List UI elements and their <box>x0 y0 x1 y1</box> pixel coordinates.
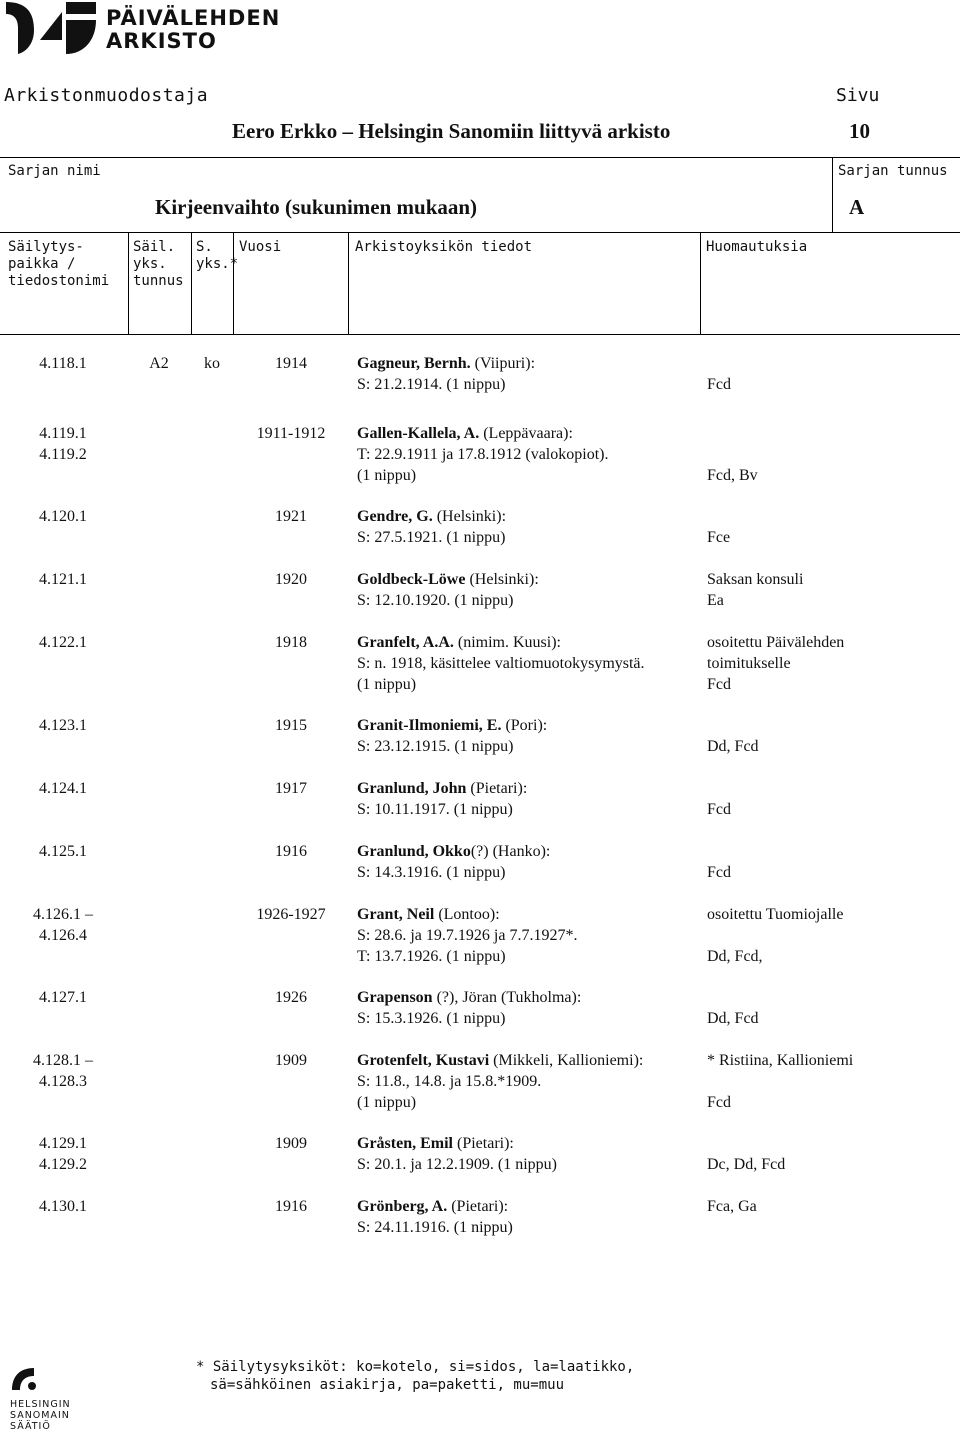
unit-cell <box>130 715 188 736</box>
note-line: Dc, Dd, Fcd <box>707 1156 786 1173</box>
logo-text-line1: PÄIVÄLEHDEN <box>106 6 281 30</box>
note-line: Dd, Fcd <box>707 738 759 755</box>
note-line <box>707 444 758 465</box>
detail-line: S: 12.10.1920. (1 nippu) <box>357 592 514 609</box>
unit-cell <box>130 423 188 444</box>
notes-cell <box>707 1050 853 1113</box>
year-value: 1909 <box>275 1052 307 1069</box>
year-cell <box>235 632 347 653</box>
unit-cell <box>130 987 188 1008</box>
type-cell <box>193 715 231 736</box>
place-code: 4.123.1 <box>39 717 87 734</box>
place-cell <box>4 632 122 653</box>
details-cell <box>357 1196 513 1238</box>
details-cell <box>357 353 535 395</box>
note-line: Fcd, Bv <box>707 467 758 484</box>
year-cell <box>235 423 347 444</box>
correspondent-place: (Pietari): <box>466 780 528 797</box>
correspondent-line <box>357 841 550 862</box>
unit-type <box>193 506 231 527</box>
unit-cell <box>130 569 188 590</box>
column-header-type-line: S. <box>196 239 213 255</box>
column-header-unit-line: Säil. <box>133 239 176 255</box>
series-name-label: Sarjan nimi <box>8 163 101 179</box>
unit-code <box>130 715 188 736</box>
note-line: Fcd <box>707 1094 731 1111</box>
series-name: Kirjeenvaihto (sukunimen mukaan) <box>155 195 478 219</box>
year-value: 1920 <box>275 571 307 588</box>
note-line: Fcd <box>707 801 731 818</box>
notes-cell <box>707 569 803 611</box>
correspondent-place: (Pietari): <box>453 1135 514 1152</box>
place-code: 4.120.1 <box>39 508 87 525</box>
note-line <box>707 1133 785 1154</box>
year-cell <box>235 1050 347 1071</box>
correspondent-name: Gendre, G. <box>357 508 433 525</box>
year-cell <box>235 904 347 925</box>
correspondent-line <box>357 506 506 527</box>
type-cell <box>193 987 231 1008</box>
page-number: 10 <box>849 119 870 143</box>
note-line <box>707 715 759 736</box>
correspondent-place: (Helsinki): <box>465 571 539 588</box>
note-line: osoitettu Tuomiojalle <box>707 906 844 923</box>
column-header-place-line: paikka / <box>8 256 76 272</box>
detail-line: S: 27.5.1921. (1 nippu) <box>357 529 506 546</box>
year-cell <box>235 506 347 527</box>
notes-cell <box>707 904 843 967</box>
place-code: 4.128.3 <box>39 1073 87 1090</box>
year-cell <box>235 841 347 862</box>
unit-type <box>193 632 231 653</box>
correspondent-place: (Viipuri): <box>470 355 536 372</box>
correspondent-line <box>357 778 527 799</box>
footer-note-line2: sä=sähköinen asiakirja, pa=paketti, mu=muu <box>210 1377 565 1393</box>
note-line <box>707 1071 853 1092</box>
type-cell <box>193 1133 231 1154</box>
year-value: 1915 <box>275 717 307 734</box>
year-value: 1909 <box>275 1135 307 1152</box>
detail-line: T: 22.9.1911 ja 17.8.1912 (valokopiot). <box>357 446 609 463</box>
notes-cell <box>707 423 758 486</box>
details-cell <box>357 632 645 695</box>
detail-line: S: n. 1918, käsittelee valtiomuotokysymystä. <box>357 655 645 672</box>
place-code: 4.126.4 <box>39 927 87 944</box>
unit-code <box>130 506 188 527</box>
note-line <box>707 841 731 862</box>
unit-cell <box>130 353 188 374</box>
type-cell <box>193 778 231 799</box>
footer-logo <box>6 1366 166 1442</box>
column-header-unit-line: yks. <box>133 256 167 272</box>
correspondent-line <box>357 632 645 653</box>
unit-cell <box>130 1196 188 1217</box>
place-code: 4.128.1 – <box>33 1052 93 1069</box>
correspondent-line <box>357 715 547 736</box>
column-header-place-line: Säilytys- <box>8 239 84 255</box>
note-line: Dd, Fcd, <box>707 948 763 965</box>
detail-line: S: 11.8., 14.8. ja 15.8.*1909. <box>357 1073 542 1090</box>
unit-type <box>193 904 231 925</box>
note-line: Fca, Ga <box>707 1198 757 1215</box>
details-cell <box>357 778 527 820</box>
unit-cell <box>130 904 188 925</box>
detail-line: S: 20.1. ja 12.2.1909. (1 nippu) <box>357 1156 557 1173</box>
year-cell <box>235 569 347 590</box>
year-cell <box>235 778 347 799</box>
unit-code <box>130 987 188 1008</box>
details-cell <box>357 1133 557 1175</box>
place-cell <box>4 506 122 527</box>
note-line: Dd, Fcd <box>707 1010 759 1027</box>
unit-code <box>130 423 188 444</box>
correspondent-name: Goldbeck-Löwe <box>357 571 466 588</box>
unit-code: A2 <box>149 355 169 372</box>
detail-line: S: 10.11.1917. (1 nippu) <box>357 801 513 818</box>
correspondent-name: Grapenson <box>357 989 433 1006</box>
footer-logo-line: SÄÄTIÖ <box>10 1421 51 1432</box>
correspondent-name: Gagneur, Bernh. <box>357 355 471 372</box>
unit-type <box>193 778 231 799</box>
type-cell <box>193 632 231 653</box>
details-cell <box>357 569 539 611</box>
correspondent-line <box>357 1133 557 1154</box>
unit-code <box>130 778 188 799</box>
correspondent-name: Gråsten, Emil <box>357 1135 453 1152</box>
place-code: 4.130.1 <box>39 1198 87 1215</box>
place-code: 4.129.1 <box>39 1135 87 1152</box>
details-cell <box>357 423 608 486</box>
place-cell <box>4 841 122 862</box>
notes-cell <box>707 1196 757 1217</box>
place-code: 4.119.2 <box>39 446 87 463</box>
correspondent-place: (?) (Hanko): <box>470 843 551 860</box>
details-cell <box>357 1050 643 1113</box>
unit-code <box>130 841 188 862</box>
year-value: 1917 <box>275 780 307 797</box>
details-cell <box>357 904 577 967</box>
unit-cell <box>130 506 188 527</box>
correspondent-name: Gallen-Kallela, A. <box>357 425 480 442</box>
series-code-label: Sarjan tunnus <box>838 163 948 179</box>
year-cell <box>235 1133 347 1154</box>
place-cell <box>4 987 122 1008</box>
year-cell <box>235 353 347 374</box>
type-cell <box>193 506 231 527</box>
logo-text-line2: ARKISTO <box>106 29 217 53</box>
detail-line: S: 14.3.1916. (1 nippu) <box>357 864 506 881</box>
year-cell <box>235 715 347 736</box>
notes-cell <box>707 632 844 695</box>
unit-cell <box>130 1050 188 1071</box>
unit-code <box>130 1133 188 1154</box>
place-code: 4.122.1 <box>39 634 87 651</box>
foundation-logo-icon <box>10 1366 40 1392</box>
correspondent-place: (Leppävaara): <box>479 425 573 442</box>
year-value: 1918 <box>275 634 307 651</box>
footer-note-line1: * Säilytysyksiköt: ko=kotelo, si=sidos, la=laatikko, <box>196 1359 635 1375</box>
unit-code <box>130 1196 188 1217</box>
details-cell <box>357 506 506 548</box>
type-cell <box>193 423 231 444</box>
place-code: 4.121.1 <box>39 571 87 588</box>
detail-line: S: 23.12.1915. (1 nippu) <box>357 738 514 755</box>
place-cell <box>4 1196 122 1217</box>
detail-line: S: 28.6. ja 19.7.1926 ja 7.7.1927*. <box>357 927 578 944</box>
year-value: 1921 <box>275 508 307 525</box>
unit-type <box>193 715 231 736</box>
place-code: 4.119.1 <box>39 425 87 442</box>
notes-cell <box>707 778 731 820</box>
detail-line: (1 nippu) <box>357 676 417 693</box>
correspondent-place: (Lontoo): <box>434 906 500 923</box>
correspondent-name: Granit-Ilmoniemi, E. <box>357 717 502 734</box>
unit-type <box>193 423 231 444</box>
place-cell <box>4 715 122 736</box>
correspondent-name: Granlund, John <box>357 780 467 797</box>
place-cell <box>4 904 122 946</box>
place-cell <box>4 1050 122 1092</box>
note-line <box>707 506 730 527</box>
page-label: Sivu <box>836 85 880 106</box>
note-line: osoitettu Päivälehden <box>707 634 845 651</box>
correspondent-place: (Pori): <box>501 717 548 734</box>
type-cell <box>193 353 231 374</box>
note-line: Ea <box>707 592 724 609</box>
footer-logo-line: HELSINGIN <box>10 1399 71 1410</box>
unit-cell <box>130 778 188 799</box>
correspondent-name: Grönberg, A. <box>357 1198 448 1215</box>
note-line: Fcd <box>707 864 731 881</box>
correspondent-name: Granfelt, A.A. <box>357 634 454 651</box>
year-value: 1911-1912 <box>256 425 326 442</box>
note-line <box>707 353 731 374</box>
year-cell <box>235 1196 347 1217</box>
place-code: 4.125.1 <box>39 843 87 860</box>
place-code: 4.129.2 <box>39 1156 87 1173</box>
type-cell <box>193 569 231 590</box>
detail-line: S: 15.3.1926. (1 nippu) <box>357 1010 506 1027</box>
type-cell <box>193 904 231 925</box>
archive-title: Eero Erkko – Helsingin Sanomiin liittyvä arkisto <box>232 119 671 143</box>
note-line <box>707 778 731 799</box>
unit-type <box>193 841 231 862</box>
correspondent-name: Grant, Neil <box>357 906 435 923</box>
note-line <box>707 925 843 946</box>
detail-line: T: 13.7.1926. (1 nippu) <box>357 948 506 965</box>
notes-cell <box>707 1133 785 1175</box>
place-code: 4.118.1 <box>39 355 87 372</box>
detail-line: (1 nippu) <box>357 1094 417 1111</box>
unit-code <box>130 904 188 925</box>
note-line <box>707 423 758 444</box>
column-header-type-line: yks.* <box>196 256 239 272</box>
footer-logo-line: SANOMAIN <box>10 1410 70 1421</box>
correspondent-line <box>357 353 535 374</box>
column-header-unit-line: tunnus <box>133 273 184 289</box>
column-header-details: Arkistoyksikön tiedot <box>355 239 533 255</box>
notes-cell <box>707 715 759 757</box>
note-line: toimitukselle <box>707 655 791 672</box>
notes-cell <box>707 841 731 883</box>
details-cell <box>357 715 547 757</box>
detail-line: S: 21.2.1914. (1 nippu) <box>357 376 506 393</box>
type-cell <box>193 1196 231 1217</box>
correspondent-line <box>357 904 577 925</box>
correspondent-line <box>357 987 581 1008</box>
note-line <box>707 987 759 1008</box>
year-value: 1926-1927 <box>256 906 326 923</box>
unit-code <box>130 569 188 590</box>
place-cell <box>4 423 122 465</box>
unit-type: ko <box>204 355 220 372</box>
column-header-year: Vuosi <box>239 239 282 255</box>
details-cell <box>357 841 550 883</box>
unit-type <box>193 987 231 1008</box>
place-cell <box>4 778 122 799</box>
correspondent-place: (Mikkeli, Kallioniemi): <box>489 1052 644 1069</box>
place-cell <box>4 1133 122 1175</box>
correspondent-name: Granlund, Okko <box>357 843 471 860</box>
unit-type <box>193 1133 231 1154</box>
notes-cell <box>707 353 731 395</box>
details-cell <box>357 987 581 1029</box>
correspondent-line <box>357 423 608 444</box>
unit-type <box>193 569 231 590</box>
unit-code <box>130 1050 188 1071</box>
unit-cell <box>130 1133 188 1154</box>
unit-type <box>193 1050 231 1071</box>
note-line: Saksan konsuli <box>707 571 804 588</box>
detail-line: S: 24.11.1916. (1 nippu) <box>357 1219 513 1236</box>
correspondent-line <box>357 1196 513 1217</box>
type-cell <box>193 841 231 862</box>
place-code: 4.126.1 – <box>33 906 93 923</box>
year-value: 1914 <box>275 355 307 372</box>
series-code: A <box>849 195 865 219</box>
correspondent-name: Grotenfelt, Kustavi <box>357 1052 490 1069</box>
type-cell <box>193 1050 231 1071</box>
place-cell <box>4 569 122 590</box>
year-value: 1926 <box>275 989 307 1006</box>
notes-cell <box>707 987 759 1029</box>
place-code: 4.127.1 <box>39 989 87 1006</box>
detail-line: (1 nippu) <box>357 467 417 484</box>
note-line: * Ristiina, Kallioniemi <box>707 1052 854 1069</box>
correspondent-place: (Helsinki): <box>432 508 507 525</box>
correspondent-place: (?), Jöran (Tukholma): <box>432 989 582 1006</box>
column-header-place-line: tiedostonimi <box>8 273 110 289</box>
correspondent-place: (nimim. Kuusi): <box>453 634 561 651</box>
unit-cell <box>130 841 188 862</box>
correspondent-line <box>357 569 539 590</box>
correspondent-line <box>357 1050 643 1071</box>
column-header-notes: Huomautuksia <box>706 239 808 255</box>
note-line: Fce <box>707 529 731 546</box>
place-code: 4.124.1 <box>39 780 87 797</box>
notes-cell <box>707 506 730 548</box>
year-value: 1916 <box>275 843 307 860</box>
archive-creator-label: Arkistonmuodostaja <box>4 85 209 106</box>
unit-cell <box>130 632 188 653</box>
note-line: Fcd <box>707 676 731 693</box>
place-cell <box>4 353 122 374</box>
unit-code <box>130 632 188 653</box>
year-cell <box>235 987 347 1008</box>
year-value: 1916 <box>275 1198 307 1215</box>
note-line: Fcd <box>707 376 731 393</box>
correspondent-place: (Pietari): <box>447 1198 509 1215</box>
unit-type <box>193 1196 231 1217</box>
